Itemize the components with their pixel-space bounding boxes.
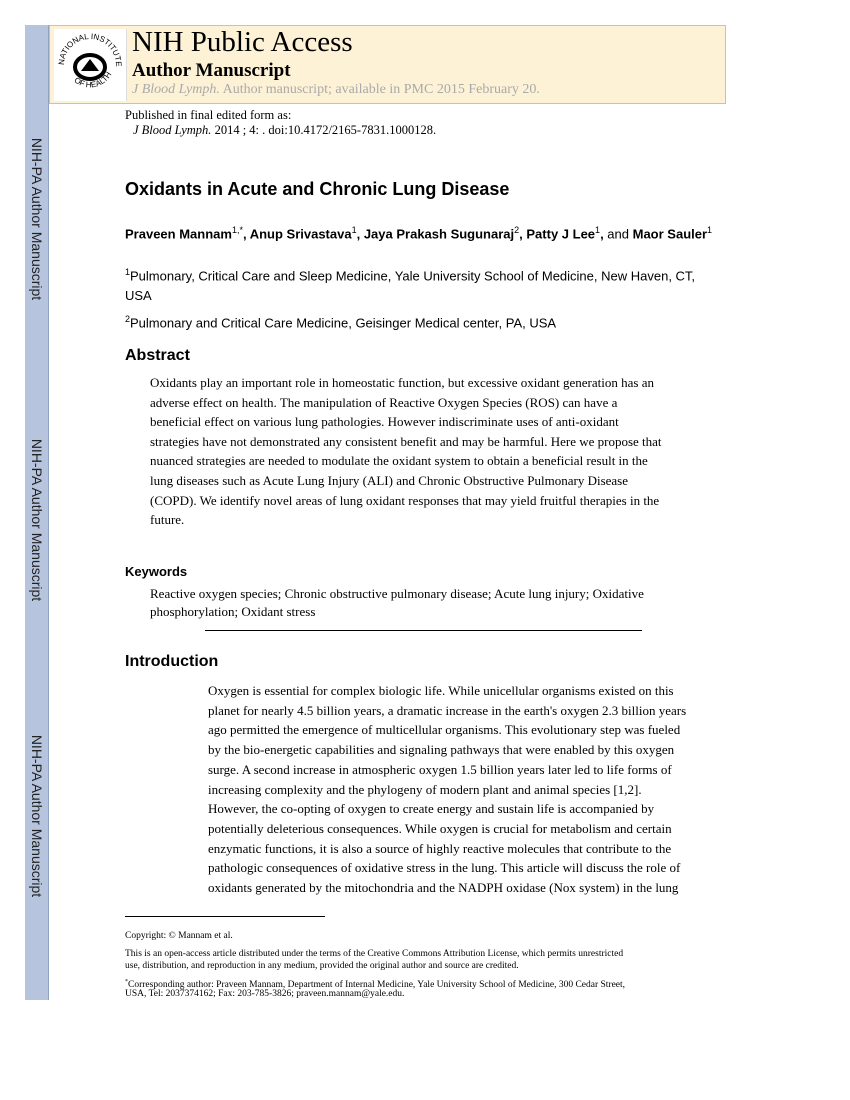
text-line: ago permitted the emergence of multicellular organisms. This evolutionary step was fueled [208, 722, 681, 738]
text-line: nuanced strategies are needed to modulate the oxidant system to obtain a beneficial result in the [150, 453, 648, 469]
text-line: planet for nearly 4.5 billion years, a dramatic increase in the earth's oxygen 2.3 billion years [208, 702, 687, 718]
author-sup: 1,* [231, 225, 243, 235]
license-line: This is an open-access article distributed under the terms of the Creative Commons Attribution License, which permits unrestricted [125, 949, 624, 959]
text-line: lung diseases such as Acute Lung Injury (ALI) and Chronic Obstructive Pulmonary Disease [150, 472, 629, 488]
license-line: use, distribution, and reproduction in any medium, provided the original author and source are credited. [125, 961, 519, 971]
abstract-heading: Abstract [125, 347, 190, 364]
text-line: strategies have not demonstrated any consistent benefit and may be harmful. Here we propose that [150, 433, 662, 449]
footnote-divider [125, 916, 325, 917]
sidebar-label: NIH-PA Author Manuscript [29, 734, 45, 898]
author: Anup Srivastava [249, 226, 352, 242]
author-sup: 1 [351, 225, 357, 235]
journal-name: J Blood Lymph. [132, 82, 220, 97]
text-line: enzymatic functions, it is also a source of highly reactive molecules that contribute to the [208, 840, 672, 856]
text-line: future. [150, 512, 185, 528]
text-line: Oxidants play an important role in homeostatic function, but excessive oxidant generation has an [150, 375, 654, 390]
corr-text: Corresponding author: Praveen Mannam, Department of Internal Medicine, Yale University School of Medicine, 300 Cedar Street, [128, 980, 626, 991]
keywords-text [150, 585, 644, 620]
text-line: potentially deleterious consequences. While oxygen is crucial for metabolism and certain [208, 820, 672, 836]
sidebar-label: NIH-PA Author Manuscript [29, 438, 45, 602]
introduction-heading: Introduction [125, 653, 219, 670]
availability-text: Author manuscript; available in PMC 2015 February 20. [222, 82, 540, 97]
affiliation-sup: 1 [125, 267, 131, 277]
affiliation [125, 262, 725, 306]
affiliation-text: Pulmonary, Critical Care and Sleep Medicine, Yale University School of Medicine, New Haven, CT, USA [125, 268, 696, 304]
published-info [125, 108, 436, 138]
author: Patty J Lee [526, 226, 596, 242]
svg-text:OF HEALTH: OF HEALTH [72, 70, 114, 90]
corresponding-line: USA, Tel: 2037374162; Fax: 203-785-3826; praveen.mannam@yale.edu. [125, 989, 405, 999]
affiliation [125, 309, 725, 333]
text-line: beneficial effect on various lung pathologies. However indiscriminate uses of anti-oxidant [150, 414, 619, 430]
text-line: surge. A second increase in atmospheric oxygen 1.5 billion years later led to life forms of [208, 761, 672, 777]
corr-mark: * [125, 979, 128, 985]
text-line: (COPD). We identify novel areas of lung oxidant responses that may yield fruitful therapies in the [150, 492, 660, 508]
availability-line [132, 82, 540, 98]
keywords-heading: Keywords [125, 564, 188, 579]
article-title: Oxidants in Acute and Chronic Lung Disease [125, 179, 510, 199]
text-line: Oxygen is essential for complex biologic life. While unicellular organisms existed on this [208, 683, 674, 698]
text-line: pathologic consequences of oxidative stress in the lung. This article will discuss the role of [208, 860, 681, 876]
published-journal: J Blood Lymph. [133, 123, 212, 137]
nih-header [49, 25, 726, 104]
sidebar-strip [25, 25, 49, 1000]
author-list: Praveen Mannam$^{1,*}$, Anup Srivastava$^1$, Jaya Prakash Sugunaraj$^2$, Patty J Lee$^1$, and Maor Sauler$^1$ [125, 225, 713, 242]
divider [205, 630, 642, 631]
text-line: phosphorylation; Oxidant stress [150, 603, 316, 619]
author: Praveen Mannam [125, 226, 232, 242]
and-text: and [607, 226, 629, 242]
text-line: by the bio-energetic capabilities and signaling pathways that were enabled by this oxygen [208, 742, 675, 758]
introduction-text [208, 681, 686, 898]
nih-logo [54, 29, 127, 101]
text-line: oxidants generated by the mitochondria and the NADPH oxidase (Nox system) in the lung [208, 880, 679, 896]
header-subtitle: Author Manuscript [132, 60, 291, 81]
author-sup: 1 [595, 225, 601, 235]
text-line: adverse effect on health. The manipulation of Reactive Oxygen Species (ROS) can have a [150, 394, 618, 410]
svg-text:NATIONAL INSTITUTES: NATIONAL INSTITUTE [56, 32, 124, 67]
affiliation-text: Pulmonary and Critical Care Medicine, Geisinger Medical center, PA, USA [130, 315, 557, 331]
published-label: Published in final edited form as: [125, 108, 292, 122]
text-line: increasing complexity and the phylogeny of modern plant and animal species [1,2]. [208, 781, 642, 797]
affiliation-sup: 2 [125, 314, 131, 324]
text-line: Reactive oxygen species; Chronic obstructive pulmonary disease; Acute lung injury; Oxidative [150, 586, 644, 601]
author-sup: 1 [707, 225, 713, 235]
author-sup: 2 [514, 225, 520, 235]
sidebar-label: NIH-PA Author Manuscript [29, 137, 45, 301]
author: Jaya Prakash Sugunaraj [363, 226, 515, 242]
author: Maor Sauler [632, 226, 708, 242]
copyright: Copyright: © Mannam et al. [125, 931, 233, 941]
citation: 2014 ; 4: . doi:10.4172/2165-7831.1000128. [214, 123, 437, 137]
text-line: However, the co-opting of oxygen to create energy and sustain life is accompanied by [208, 801, 655, 817]
header-title: NIH Public Access [132, 26, 353, 58]
abstract-text [150, 373, 662, 530]
